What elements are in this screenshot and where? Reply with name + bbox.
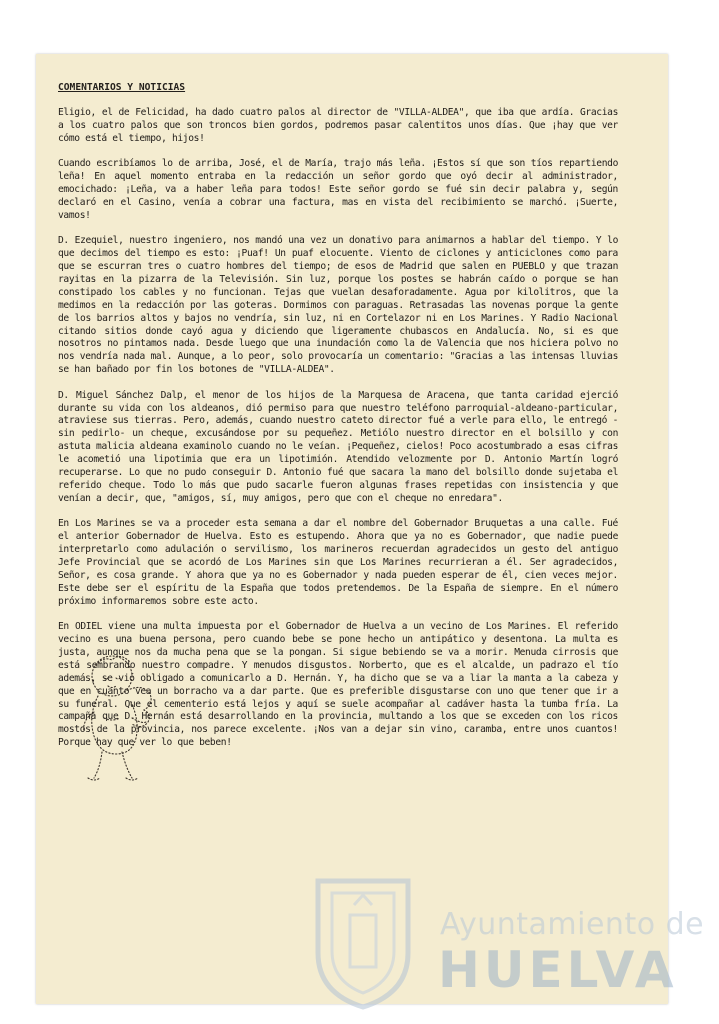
watermark-line1: Ayuntamiento de xyxy=(440,907,705,942)
paragraph-odiel: En ODIEL viene una multa impuesta por el Gobernador de Huelva a un vecino de Los Marines. El referido vecino es una buena persona, pero cuando bebe se pone hecho un antipático y desentona. La multa es justa, aunque nos da mucha pena que se la pongan. Si sigue bebiendo se va a morir. Menuda cirrosis que está sembrando nuestro compadre. Y menudos disgustos. Norberto, que es el alcalde, un padrazo el tío además, se vió obligado a comunicarlo a D. Hernán. Y, ha dicho que se va a liar la manta a la cabeza y que en cuanto vea un borracho va a dar parte. Que es preferible disgustarse con uno que tener que ir a su funeral. Que el cementerio está lejos y aquí se suele acompañar al cadáver hasta la tumba fría. La campaña que D. Hernán está desarrollando en la provincia, multando a los que se exceden con los ricos mostos de la provincia, nos parece excelente. ¡Nos van a dejar sin vino, caramba, entre unos cuantos! Porque hay que ver lo que beben! xyxy=(58,621,618,749)
coat-of-arms-icon xyxy=(310,875,416,1011)
paragraph-jose: Cuando escribíamos lo de arriba, José, el de María, trajo más leña. ¡Estos sí que son tíos repartiendo leña! En aquel momento entraba en la redacción un señor gordo que oyó decir al administrador, emocichado: ¡Leña, va a haber leña para todos! Este señor gordo se fué sin decir palabra y, según declaró en el Casino, venía a cobrar una factura, mas en vista del recibimiento se marchó. ¡Suerte, vamos! xyxy=(58,158,618,221)
cherub-illustration xyxy=(74,648,166,793)
ayuntamiento-watermark xyxy=(310,875,705,1015)
paragraph-marines: En Los Marines se va a proceder esta semana a dar el nombre del Gobernador Bruquetas a una calle. Fué el anterior Gobernador de Huelva. Esto es estupendo. Ahora que ya no es Gobernador, que nadie puede interpretarlo como adulación o servilismo, los marineros recuerdan agradecidos un gesto del antiguo Jefe Provincial que se acordó de Los Marines sin que Los Marines recurrieran a él. Ser agradecidos, Señor, es cosa grande. Y ahora que ya no es Gobernador y nada pueden esperar de él, cien veces mejor. Este debe ser el espíritu de la España que todos pretendemos. De la España de siempre. En el número próximo informaremos sobre este acto. xyxy=(58,518,618,607)
paragraph-miguel: D. Miguel Sánchez Dalp, el menor de los hijos de la Marquesa de Aracena, que tanta caridad ejerció durante su vida con los aldeanos, dió permiso para que nuestro teléfono parroquial-aldeano-particular, atraviese sus tierras. Pero, además, cuando nuestro cateto director fué a verle para ello, le entregó -sin pedirlo- un cheque, excusándose por su pequeñez. Metiólo nuestro director en el bolsillo y con astuta malicia aldeana examinolo cuando no le veían. ¡Pequeñez, cielos! Poco acostumbrado a esas cifras le acometió una lipotimia que era un lipotimión. Atendido velozmente por D. Antonio Martín logró recuperarse. Lo que no pudo conseguir D. Antonio fué que sacara la mano del bolsillo donde sujetaba el referido cheque. Todo lo más que pudo sacarle fueron algunas frases repetidas con insistencia y que venían a decir, que, "amigos, sí, muy amigos, pero que con el cheque no enredara". xyxy=(58,389,618,504)
paragraph-eligio: Eligio, el de Felicidad, ha dado cuatro palos al director de "VILLA-ALDEA", que iba que ardía. Gracias a los cuatro palos que son troncos bien gordos, podremos pasar calentitos unos días. Que ¡hay que ver cómo está el tiempo, hijos! xyxy=(58,106,618,144)
watermark-line2: HUELVA xyxy=(438,941,678,999)
section-heading: COMENTARIOS Y NOTICIAS xyxy=(58,82,186,93)
paragraph-ezequiel: D. Ezequiel, nuestro ingeniero, nos mandó una vez un donativo para animarnos a hablar del tiempo. Y lo que decimos del tiempo es esto: ¡Puaf! Un puaf elocuente. Viento de ciclones y anticiclones como para que se escurran tres o cuatro hombres del tiempo; de esos de Madrid que salen en PUEBLO y que trazan rayitas en la pizarra de la Televisión. Sin luz, porque los postes se habrán caído o porque se han constipado los cables y no funcionan. Tejas que vuelan desaforadamente. Agua por kilolitros, que la medimos en la redacción por las goteras. Dormimos con paraguas. Retrasadas las novenas porque la gente de los barrios altos y bajos no vendría, sin luz, ni en Cortelazor ni en Los Marines. Y Radio Nacional citando sitios donde cayó agua y diciendo que ligeramente chubascos en Andalucía. No, si es que nosotros no pintamos nada. Desde luego que una inundación como la de Valencia que nos hiciera polvo no nos vendría nada mal. Aunque, a lo peor, solo provocaría un comentario: "Gracias a las intensas lluvias se han bañado por fin los botones de "VILLA-ALDEA". xyxy=(58,235,618,376)
